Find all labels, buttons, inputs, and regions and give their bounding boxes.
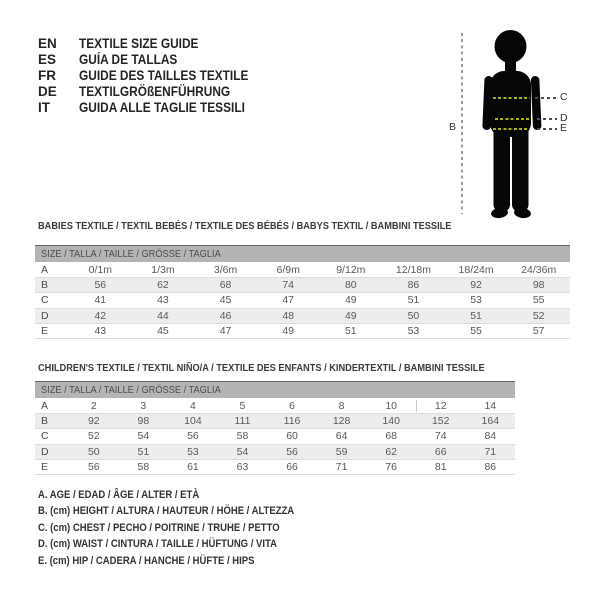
table-cell: 128: [332, 415, 351, 428]
table-cell: 6: [289, 400, 295, 413]
table-cell: 12: [416, 400, 466, 412]
table-row: [35, 429, 515, 444]
table-row: [35, 324, 570, 339]
table-cell: 80: [344, 279, 357, 292]
table-cell: 52: [532, 309, 545, 322]
row-label: B: [41, 415, 49, 428]
table-cell: 5: [239, 400, 246, 413]
table-row: [35, 263, 570, 278]
chest-pointer-c: [535, 97, 557, 99]
language-code: IT: [38, 100, 50, 115]
table-cell: 53: [470, 294, 482, 307]
measure-label-b: B: [448, 121, 456, 133]
child-silhouette-figure: [440, 20, 600, 230]
table-cell: 51: [344, 324, 357, 337]
table-cell: 3/6m: [213, 264, 238, 277]
table-cell: 71: [335, 460, 348, 473]
table-cell: 50: [87, 445, 100, 458]
table-cell: 49: [344, 294, 357, 307]
children-size-table: [35, 381, 515, 475]
table-cell: 81: [434, 460, 447, 473]
row-label: C: [41, 294, 49, 307]
measure-label-d: D: [560, 112, 568, 124]
table-cell: 53: [187, 445, 199, 458]
children-section-title: CHILDREN'S TEXTILE / TEXTIL NIÑO/A / TEXTILE DES ENFANTS / KINDERTEXTIL / BAMBINI TESSILE: [38, 362, 485, 374]
babies-table-rows: [35, 263, 570, 339]
table-cell: 98: [532, 279, 545, 292]
table-cell: 140: [382, 415, 400, 428]
language-row: [38, 36, 272, 52]
table-cell: 51: [470, 309, 482, 322]
table-cell: 86: [484, 460, 497, 473]
language-code: ES: [38, 52, 57, 67]
table-cell: 56: [87, 460, 100, 473]
table-cell: 54: [137, 430, 150, 443]
waist-pointer-d: [537, 118, 557, 120]
table-cell: 104: [184, 415, 202, 428]
language-code: FR: [38, 68, 56, 83]
table-cell: 62: [385, 445, 397, 458]
legend-line: A. AGE / EDAD / ÂGE / ALTER / ETÀ: [38, 489, 200, 501]
table-cell: 3: [140, 400, 147, 413]
table-row: [35, 445, 515, 460]
table-cell: 24/36m: [521, 264, 557, 277]
measurement-legend: [38, 487, 329, 569]
table-cell: 8: [338, 400, 345, 413]
table-cell: 41: [94, 294, 107, 307]
table-cell: 47: [219, 324, 232, 337]
table-cell: 54: [236, 445, 249, 458]
legend-line: C. (cm) CHEST / PECHO / POITRINE / TRUHE / PETTO: [38, 521, 280, 534]
table-cell: 66: [434, 445, 447, 458]
table-cell: 55: [532, 294, 545, 307]
height-line-b: [461, 33, 463, 214]
table-cell: 46: [219, 309, 232, 322]
table-row: [35, 309, 570, 324]
row-label: A: [41, 264, 49, 277]
row-label: B: [41, 279, 49, 292]
children-table-rows: [35, 399, 515, 475]
table-cell: 6/9m: [276, 264, 300, 277]
chest-line-c: [493, 97, 530, 99]
table-cell: 56: [187, 430, 199, 443]
legend-line: E. (cm) HIP / CADERA / HANCHE / HÜFTE / HIPS: [38, 554, 255, 567]
row-label: D: [41, 445, 49, 458]
measure-label-c: C: [560, 91, 568, 103]
table-cell: 9/12m: [336, 264, 366, 277]
table-cell: 74: [282, 279, 295, 292]
language-row: [38, 52, 272, 68]
table-cell: 62: [157, 279, 169, 292]
table-cell: 63: [236, 460, 249, 473]
table-cell: 76: [385, 460, 397, 473]
legend-line: D. (cm) WAIST / CINTURA / TAILLE / HÜFTUNG / VITA: [38, 538, 277, 551]
table-cell: 68: [385, 430, 397, 443]
row-label: E: [41, 460, 49, 473]
table-cell: 58: [137, 460, 150, 473]
language-text: GUIDA ALLE TAGLIE TESSILI: [79, 100, 245, 115]
table-cell: 45: [157, 324, 169, 337]
size-header-bar: SIZE / TALLA / TAILLE / GRÖSSE / TAGLIA: [35, 246, 570, 262]
table-cell: 98: [137, 415, 150, 428]
table-cell: 18/24m: [458, 264, 494, 277]
hip-pointer-e: [537, 128, 557, 130]
language-row: [38, 68, 272, 84]
table-cell: 4: [189, 400, 196, 413]
table-cell: 152: [431, 415, 450, 428]
table-cell: 49: [344, 309, 357, 322]
table-row: [35, 293, 570, 308]
table-cell: 43: [94, 324, 107, 337]
measure-label-e: E: [560, 122, 568, 134]
table-cell: 0/1m: [88, 264, 112, 277]
language-row: [38, 100, 272, 116]
table-cell: 52: [87, 430, 100, 443]
row-label: A: [41, 400, 49, 413]
table-cell: 10: [385, 400, 397, 413]
table-cell: 50: [407, 309, 420, 322]
table-cell: 92: [470, 279, 482, 292]
table-cell: 1/3m: [151, 264, 175, 277]
babies-size-table: [35, 245, 570, 339]
table-cell: 71: [484, 445, 497, 458]
table-cell: 43: [157, 294, 169, 307]
table-cell: 68: [219, 279, 232, 292]
table-cell: 164: [481, 415, 500, 428]
table-cell: 116: [283, 415, 301, 428]
waist-line-d: [495, 118, 530, 120]
language-text: TEXTILGRÖßENFÜHRUNG: [79, 84, 231, 99]
table-cell: 92: [87, 415, 100, 428]
table-cell: 60: [286, 430, 298, 443]
table-cell: 45: [219, 294, 232, 307]
language-row: [38, 84, 272, 100]
table-cell: 44: [157, 309, 169, 322]
table-row: [35, 278, 570, 293]
child-silhouette-icon: [472, 27, 552, 226]
language-code: EN: [38, 36, 57, 51]
table-cell: 56: [94, 279, 107, 292]
language-text: TEXTILE SIZE GUIDE: [79, 36, 199, 51]
row-label: D: [41, 309, 49, 322]
table-cell: 2: [90, 400, 97, 413]
size-header-bar: SIZE / TALLA / TAILLE / GRÖSSE / TAGLIA: [35, 382, 515, 398]
table-row: [35, 399, 515, 414]
table-cell: 64: [335, 430, 348, 443]
table-cell: 111: [234, 415, 251, 428]
table-cell: 58: [236, 430, 249, 443]
table-cell: 51: [137, 445, 150, 458]
row-label: E: [41, 324, 49, 337]
table-cell: 57: [532, 324, 545, 337]
hip-line-e: [493, 128, 530, 130]
table-cell: 61: [187, 460, 199, 473]
language-text: GUIDE DES TAILLES TEXTILE: [79, 68, 249, 83]
language-list: [38, 36, 272, 116]
language-code: DE: [38, 84, 57, 99]
row-label: C: [41, 430, 49, 443]
table-cell: 49: [282, 324, 295, 337]
legend-line: B. (cm) HEIGHT / ALTURA / HAUTEUR / HÖHE / ALTEZZA: [38, 505, 295, 518]
table-cell: 74: [434, 430, 447, 443]
table-cell: 42: [94, 309, 107, 322]
table-cell: 47: [282, 294, 295, 307]
table-cell: 66: [286, 460, 298, 473]
table-cell: 84: [484, 430, 497, 443]
table-cell: 51: [407, 294, 420, 307]
table-row: [35, 414, 515, 429]
table-cell: 53: [407, 324, 420, 337]
table-row: [35, 460, 515, 475]
table-cell: 48: [282, 309, 295, 322]
language-text: GUÍA DE TALLAS: [79, 52, 178, 67]
table-cell: 59: [335, 445, 348, 458]
table-cell: 56: [286, 445, 298, 458]
table-cell: 14: [484, 400, 497, 413]
babies-section-title: BABIES TEXTILE / TEXTIL BEBÉS / TEXTILE DES BÉBÉS / BABYS TEXTIL / BAMBINI TESSILE: [38, 220, 452, 232]
table-cell: 12/18m: [395, 264, 431, 277]
table-cell: 86: [407, 279, 420, 292]
table-cell: 55: [470, 324, 482, 337]
